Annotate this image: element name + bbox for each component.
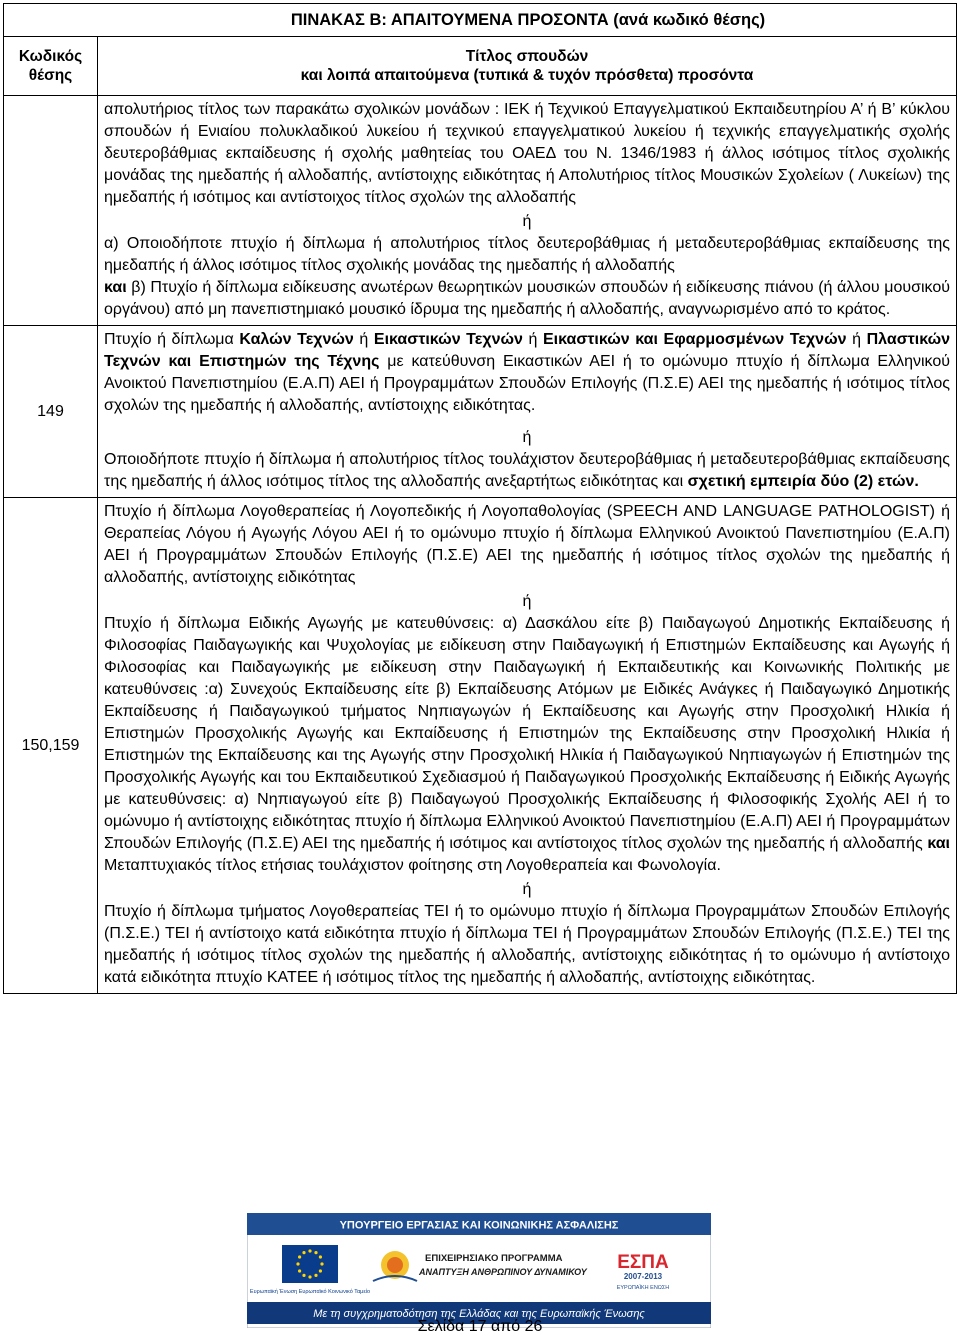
- banner-graphic: [247, 1213, 711, 1328]
- table-title: [4, 4, 957, 37]
- code-header-line1: Κωδικός: [18, 48, 83, 65]
- page-number: Σελίδα 17 από 26: [417, 1318, 543, 1335]
- degree-name: Εικαστικών και Εφαρμοσμένων Τεχνών: [542, 331, 847, 348]
- espa-wordmark: ΕΣΠΑ: [617, 1252, 669, 1273]
- qualification-text: [104, 449, 950, 493]
- or-separator: ή: [522, 881, 532, 898]
- text-part: Πτυχίο ή δίπλωμα: [104, 331, 240, 348]
- qualifications-header-line2: και λοιπά απαιτούμενα (τυπικά & τυχόν πρόσθετα) προσόντα: [300, 67, 754, 84]
- table-row: [4, 498, 957, 994]
- or-separator: ή: [522, 429, 532, 446]
- qualification-text-part: α) Οποιοδήποτε πτυχίο ή δίπλωμα ή απολυτήριος τίτλος δευτεροβάθμιας ή μεταδευτεροβάθμιας εκπαίδευσης της ημεδαπής ή άλλος ισότιμος τίτλος σχολικής μονάδας της ημεδαπής ή αλλοδαπής: [104, 235, 950, 274]
- header-row: [4, 37, 957, 96]
- or-separator: ή: [522, 213, 532, 230]
- espa-logo: [603, 1245, 683, 1291]
- text-part: ή: [353, 331, 374, 348]
- qualification-conjunction: και: [104, 279, 127, 296]
- text-part: Μεταπτυχιακός τίτλος ετήσιας τουλάχιστον φοίτησης στη Λογοθεραπεία και Φωνολογία.: [104, 857, 721, 874]
- programme-subtitle: ΑΝΑΠΤΥΞΗ ΑΝΘΡΩΠΙΝΟΥ ΔΥΝΑΜΙΚΟΥ: [419, 1267, 587, 1277]
- qualification-text: [104, 329, 950, 417]
- table-row: [4, 96, 957, 326]
- eu-caption: Ευρωπαϊκή Ένωση Ευρωπαϊκό Κοινωνικό Ταμείο: [249, 1289, 371, 1295]
- experience-requirement: σχετική εμπειρία δύο (2) ετών.: [687, 473, 919, 490]
- degree-name: Καλών Τεχνών: [239, 331, 354, 348]
- qualifications-cell: [98, 96, 957, 326]
- code-header-line2: θέσης: [28, 67, 73, 84]
- text-part: ή: [522, 331, 543, 348]
- table-row: [4, 326, 957, 498]
- qualification-conjunction: και: [927, 835, 950, 852]
- text-part: Οποιοδήποτε πτυχίο ή δίπλωμα ή απολυτήριος τίτλος τουλάχιστον δευτεροβάθμιας ή μεταδευτεροβάθμιας εκπαίδευσης της ημεδαπής ή άλλος ισότιμος τίτλος της αλλοδαπής ανεξαρτήτως ειδικότητας και: [104, 451, 950, 490]
- requirements-table: [3, 3, 957, 994]
- espa-years: 2007-2013: [623, 1272, 663, 1281]
- qualification-text: απολυτήριος τίτλος των παρακάτω σχολικών μονάδων : ΙΕΚ ή Τεχνικού Επαγγελματικού Εκπαιδευτηρίου Α’ ή Β’ κύκλου σπουδών ή Ενιαίου πολυκλαδικού λυκείου ή τεχνικού επαγγελματικού λυκείου ή τεχνικής επαγγελματικής σχολής δευτεροβάθμιας εκπαίδευσης ή σχολής μαθητείας του ΟΑΕΔ του Ν. 1346/1983 ή άλλος ισότιμος τίτλος σχολικής μονάδας της ημεδαπής ή αλλοδαπής, αντίστοιχης ειδικότητας ή Απολυτήριος τίτλος Μουσικών Σχολείων ( Λυκείων) της ημεδαπής ή ισότιμος και αντίστοιχος τίτλος σχολών της αλλοδαπής: [104, 101, 950, 206]
- page: [3, 3, 957, 994]
- qualifications-cell: [98, 326, 957, 498]
- qualification-text: Πτυχίο ή δίπλωμα Λογοθεραπείας ή Λογοπεδικής ή Λογοπαθολογίας (SPEECH AND LANGUAGE PATHOLOGIST) ή Θεραπείας Λόγου ή Αγωγής Λόγου ΑΕΙ ή το ομώνυμο πτυχίο ή δίπλωμα Ελληνικού Ανοικτού Πανεπιστημίου (Ε.Α.Π) ΑΕΙ ή Προγραμμάτων Σπουδών Επιλογής (Π.Σ.Ε) ΑΕΙ της ημεδαπής ή ισότιμος τίτλος σχολών της ημεδαπής ή αλλοδαπής, αντίστοιχης ειδικότητας: [104, 503, 950, 586]
- position-code: 150,159: [4, 498, 98, 994]
- cofinancing-text: Με τη συγχρηματοδότηση της Ελλάδας και της Ευρωπαϊκής Ένωσης: [313, 1308, 645, 1320]
- table-title-text: ΠΙΝΑΚΑΣ Β: ΑΠΑΙΤΟΥΜΕΝΑ ΠΡΟΣΟΝΤΑ (ανά κωδικό θέσης): [290, 10, 766, 29]
- qualification-text-part: β) Πτυχίο ή δίπλωμα ειδίκευσης ανωτέρων θεωρητικών μουσικών σπουδών ή ειδίκευσης πιάνου (ή άλλου μουσικού οργάνου) από μη πανεπιστημιακό μουσικό ίδρυμα της ημεδαπής ή αλλοδαπής, αναγνωρισμένο από το κράτος.: [104, 279, 950, 318]
- degree-name: Εικαστικών Τεχνών: [373, 331, 523, 348]
- qualifications-cell: [98, 498, 957, 994]
- qualification-text: Πτυχίο ή δίπλωμα τμήματος Λογοθεραπείας ΤΕΙ ή το ομώνυμο πτυχίο ή δίπλωμα Προγραμμάτων Σπουδών Επιλογής (Π.Σ.Ε.) ΤΕΙ ή αντίστοιχο κατά ειδικότητα πτυχίο ή δίπλωμα ΤΕΙ ή Προγραμμάτων Σπουδών Επιλογής (Π.Σ.Ε.) ΤΕΙ της ημεδαπής ή ισότιμος τίτλος σχολών της ημεδαπής ή αλλοδαπής, αντίστοιχης ειδικότητας ή το ομώνυμο ή αντίστοιχο κατά ειδικότητα πτυχίο ΚΑΤΕΕ ή ισότιμος τίτλος της ημεδαπής ή αλλοδαπής, αντίστοιχης ειδικότητας.: [104, 903, 950, 986]
- cofinancing-banner: [247, 1213, 711, 1328]
- qualifications-header-line1: Τίτλος σπουδών: [465, 48, 589, 65]
- code-column-header: [4, 37, 98, 96]
- ministry-name: ΥΠΟΥΡΓΕΙΟ ΕΡΓΑΣΙΑΣ ΚΑΙ ΚΟΙΝΩΝΙΚΗΣ ΑΣΦΑΛΙΣΗΣ: [339, 1219, 619, 1232]
- position-code: 149: [4, 326, 98, 498]
- text-part: Πτυχίο ή δίπλωμα Ειδικής Αγωγής με κατευθύνσεις: α) Δασκάλου είτε β) Παιδαγωγού Δημοτικής Εκπαίδευσης ή Φιλοσοφίας Παιδαγωγικής και Ψυχολογίας με ειδίκευση στην Παιδαγωγική ή Επιστημών Εκπαίδευσης και Αγωγής ή Φιλοσοφίας και Παιδαγωγικής με ειδίκευση στην Παιδαγωγική ή Εκπαιδευτικής και Κοινωνικής Πολιτικής με κατευθύνσεις :α) Συνεχούς Εκπαίδευσης είτε β) Εκπαίδευσης Ατόμων με Ειδικές Ανάγκες ή Παιδαγωγικό Δημοτικής Εκπαίδευσης ή Παιδαγωγικού τμήματος Νηπιαγωγών ή Εκπαίδευσης και Αγωγής στην Προσχολική Ηλικία ή Επιστημών Προσχολικής Αγωγής και Εκπαίδευσης ή Επιστημών της Εκπαίδευσης στην Προσχολική Ηλικία ή Επιστημών της Εκπαίδευσης και της Αγωγής στην Προσχολική Ηλικία ή Παιδαγωγικού Νηπιαγωγών ή Επιστημών της Προσχολικής Αγωγής και του Εκπαιδευτικού Σχεδιασμού ή Παιδαγωγικού Προσχολικής Εκπαίδευσης ή Ειδικής Αγωγής με κατευθύνσεις: α) Νηπιαγωγού είτε β) Παιδαγωγού Προσχολικής Εκπαίδευσης ή Φιλοσοφικής Σχολής ΑΕΙ ή το ομώνυμο ή αντίστοιχης ειδικότητας πτυχίο ή δίπλωμα Ελληνικού Ανοικτού Πανεπιστημίου (Ε.Α.Π) ΑΕΙ ή Προγραμμάτων Σπουδών Επιλογής (Π.Σ.Ε) ΑΕΙ της ημεδαπής ή ισότιμος και αντίστοιχος τίτλος σχολών της ημεδαπής ή αλλοδαπής: [104, 615, 950, 852]
- degree-name: Πλαστικών Τεχνών και Επιστημών της Τέχνης: [104, 331, 951, 370]
- espa-caption: ΕΥΡΩΠΑΪΚΗ ΕΝΩΣΗ: [616, 1285, 670, 1291]
- text-part: ή: [846, 331, 867, 348]
- text-part: με κατεύθυνση Εικαστικών ΑΕΙ ή το ομώνυμο πτυχίο ή δίπλωμα Ελληνικού Ανοικτού Πανεπιστημίου (Ε.Α.Π) ΑΕΙ ή Προγραμμάτων Σπουδών Επιλογής (Π.Σ.Ε) ΑΕΙ της ημεδαπής ή ισότιμος τίτλος σχολών της ημεδαπής ή αλλοδαπής, αντίστοιχης ειδικότητας.: [104, 353, 951, 414]
- qualification-text: [104, 613, 950, 877]
- or-separator: ή: [522, 593, 532, 610]
- programme-title: ΕΠΙΧΕΙΡΗΣΙΑΚΟ ΠΡΟΓΡΑΜΜΑ: [425, 1253, 563, 1264]
- qualifications-column-header: [98, 37, 957, 96]
- qualification-text: [104, 233, 950, 321]
- title-row: [4, 4, 957, 37]
- position-code: [4, 96, 98, 326]
